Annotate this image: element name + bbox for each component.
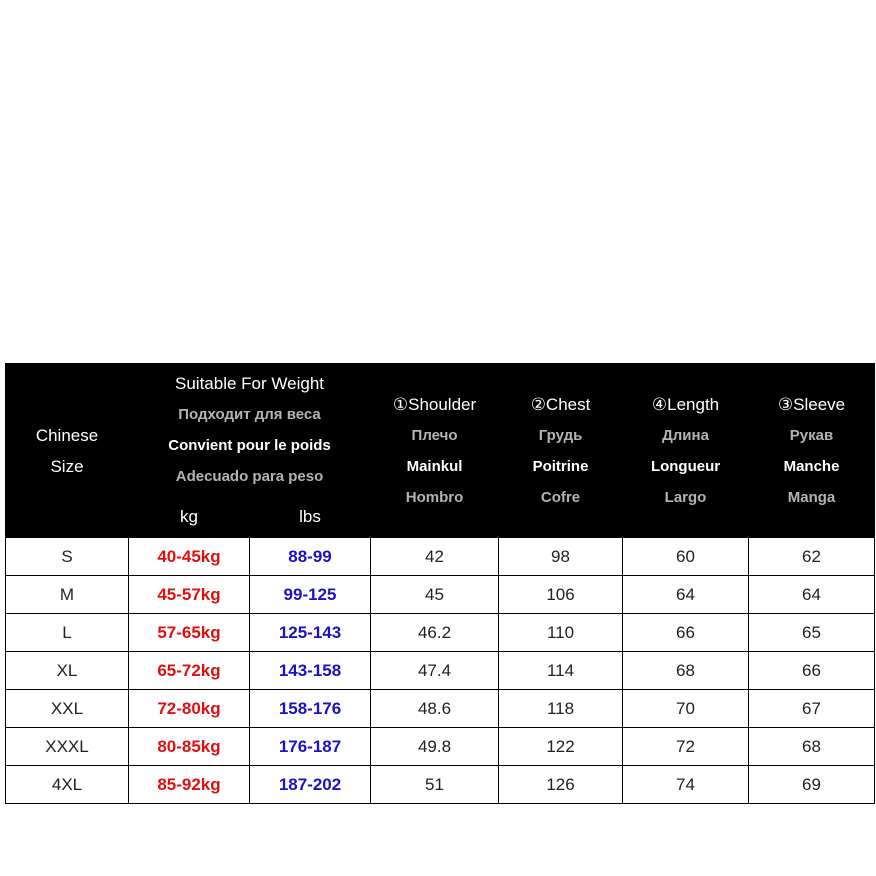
length-cell: 72 [623,728,749,766]
chest-cell: 118 [499,690,623,728]
size-chart-body [6,538,875,804]
lbs-cell: 158-176 [250,690,371,728]
lbs-cell: 88-99 [250,538,371,576]
kg-cell: 57-65kg [129,614,250,652]
length-cell: 64 [623,576,749,614]
sleeve-cell: 65 [749,614,875,652]
kg-cell: 40-45kg [129,538,250,576]
lbs-cell: 187-202 [250,766,371,804]
size-cell: M [6,576,129,614]
lbs-cell: 176-187 [250,728,371,766]
shoulder-header [371,364,499,538]
sleeve-cell: 68 [749,728,875,766]
length-cell: 60 [623,538,749,576]
length-cell: 70 [623,690,749,728]
shoulder-cell: 48.6 [371,690,499,728]
lbs-cell: 125-143 [250,614,371,652]
shoulder-cell: 45 [371,576,499,614]
size-cell: XXXL [6,728,129,766]
weight-header-ru: Подходит для веса [178,406,321,423]
kg-unit-header: kg [129,497,250,538]
sleeve-header-fr: Manche [783,457,840,475]
weight-header [129,364,371,497]
size-cell: XXL [6,690,129,728]
lbs-unit-header: lbs [250,497,371,538]
chest-header-ru: Грудь [538,426,583,444]
kg-cell: 72-80kg [129,690,250,728]
length-header-fr: Longueur [650,457,721,475]
length-header [623,364,749,538]
sleeve-cell: 64 [749,576,875,614]
length-header-es: Largo [664,488,707,506]
table-row [6,728,875,766]
size-cell: L [6,614,129,652]
length-cell: 66 [623,614,749,652]
shoulder-header-es: Hombro [405,488,464,506]
shoulder-cell: 42 [371,538,499,576]
size-chart-table [5,363,875,804]
weight-header-fr: Convient pour le poids [168,437,331,454]
chinese-size-line-1: Chinese [35,425,99,445]
length-header-ru: Длина [662,426,709,444]
kg-cell: 85-92kg [129,766,250,804]
chest-header-es: Cofre [540,488,581,506]
chest-header-fr: Poitrine [532,457,589,475]
size-cell: XL [6,652,129,690]
length-cell: 74 [623,766,749,804]
size-cell: S [6,538,129,576]
kg-cell: 45-57kg [129,576,250,614]
shoulder-cell: 46.2 [371,614,499,652]
sleeve-cell: 66 [749,652,875,690]
chest-cell: 98 [499,538,623,576]
weight-header-en: Suitable For Weight [175,374,324,393]
chest-cell: 122 [499,728,623,766]
chest-header [499,364,623,538]
table-row [6,766,875,804]
shoulder-cell: 47.4 [371,652,499,690]
chest-cell: 114 [499,652,623,690]
table-row [6,614,875,652]
shoulder-cell: 51 [371,766,499,804]
sleeve-header-ru: Рукав [789,426,834,444]
chest-cell: 126 [499,766,623,804]
kg-cell: 80-85kg [129,728,250,766]
length-cell: 68 [623,652,749,690]
chest-header-en: ②Chest [530,394,591,414]
sleeve-cell: 69 [749,766,875,804]
table-row [6,576,875,614]
sleeve-cell: 62 [749,538,875,576]
shoulder-header-ru: Плечо [411,426,458,444]
sleeve-cell: 67 [749,690,875,728]
length-header-en: ④Length [651,394,720,414]
lbs-cell: 99-125 [250,576,371,614]
lbs-cell: 143-158 [250,652,371,690]
weight-header-es: Adecuado para peso [175,468,324,485]
shoulder-header-fr: Mainkul [406,457,463,475]
table-row [6,652,875,690]
chinese-size-header [6,364,129,538]
kg-cell: 65-72kg [129,652,250,690]
shoulder-cell: 49.8 [371,728,499,766]
chest-cell: 106 [499,576,623,614]
chinese-size-line-2: Size [50,456,84,476]
size-cell: 4XL [6,766,129,804]
sleeve-header-es: Manga [787,488,836,506]
chest-cell: 110 [499,614,623,652]
sleeve-header-en: ③Sleeve [777,394,846,414]
table-row [6,538,875,576]
size-chart-header [6,364,875,538]
table-row [6,690,875,728]
shoulder-header-en: ①Shoulder [392,394,477,414]
sleeve-header [749,364,875,538]
